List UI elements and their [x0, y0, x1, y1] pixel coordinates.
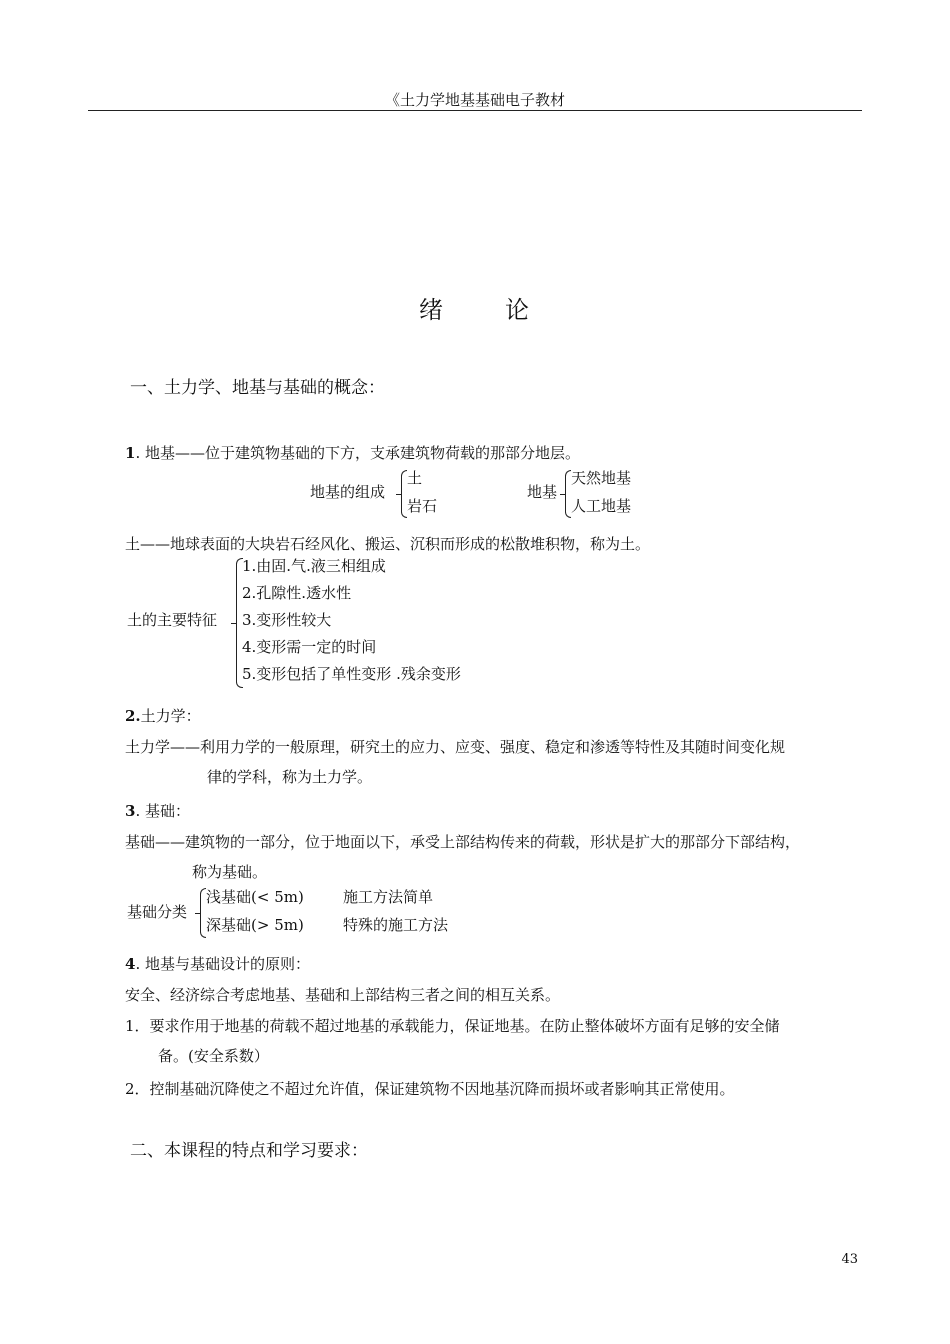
- design-principle-1-line1: 1．要求作用于地基的荷载不超过地基的承载能力，保证地基。在防止整体破坏方面有足够的安全储: [125, 1017, 780, 1035]
- item1-line: [125, 443, 580, 463]
- feature-item: 3.变形性较大: [242, 611, 332, 629]
- feature-item: 2.孔隙性.透水性: [242, 584, 352, 602]
- item3-line: [125, 801, 190, 821]
- chapter-title-char-2: 论: [505, 296, 531, 324]
- composition-option-2: 岩石: [407, 497, 438, 515]
- running-header: 《土力学地基基础电子教材: [384, 91, 565, 109]
- foundation-definition-1: 基础——建筑物的一部分，位于地面以下，承受上部结构传来的荷载，形状是扩大的那部分下部结构，: [125, 833, 801, 851]
- soil-mechanics-definition-2: 律的学科，称为土力学。: [207, 768, 373, 786]
- header-rule: [88, 110, 862, 111]
- foundation-definition-2: 称为基础。: [192, 863, 268, 881]
- section-heading-2: 二、本课程的特点和学习要求：: [130, 1141, 368, 1161]
- feature-item: 4.变形需一定的时间: [242, 638, 377, 656]
- chapter-title: [0, 290, 950, 325]
- item1-number: 1: [125, 444, 136, 462]
- foundation-class-method: 特殊的施工方法: [343, 916, 449, 934]
- foundation-class-method: 施工方法简单: [343, 888, 434, 906]
- foundation-class-label: 基础分类: [127, 903, 188, 921]
- item4-number: 4: [125, 955, 136, 973]
- design-principle-intro: 安全、经济综合考虑地基、基础和上部结构三者之间的相互关系。: [125, 986, 561, 1004]
- item3-number: 3: [125, 802, 136, 820]
- feature-item: 1.由固.气.液三相组成: [242, 557, 386, 575]
- foundation-class-name: 浅基础(< 5m): [206, 888, 304, 906]
- item3-label: . 基础：: [135, 802, 190, 820]
- ground-option-2: 人工地基: [571, 497, 632, 515]
- composition-label: 地基的组成: [310, 483, 386, 501]
- chapter-title-char-1: 绪: [419, 296, 445, 324]
- page-number: 43: [841, 1252, 858, 1267]
- feature-item: 5.变形包括了单性变形 .残余变形: [242, 665, 461, 683]
- design-principle-2: 2．控制基础沉降使之不超过允许值，保证建筑物不因地基沉降而损坏或者影响其正常使用。: [125, 1080, 735, 1098]
- ground-label: 地基: [527, 483, 558, 501]
- section-heading-1: 一、土力学、地基与基础的概念：: [130, 378, 385, 398]
- item1-text: . 地基——位于建筑物基础的下方，支承建筑物荷载的那部分地层。: [135, 444, 580, 462]
- soil-definition: 土——地球表面的大块岩石经风化、搬运、沉积而形成的松散堆积物，称为土。: [125, 535, 651, 553]
- item2-line: [125, 706, 201, 726]
- features-label: 土的主要特征: [127, 611, 218, 629]
- composition-option-1: 土: [407, 469, 423, 487]
- item2-label: 土力学：: [140, 707, 201, 725]
- item2-number: 2.: [125, 707, 141, 725]
- item4-line: [125, 954, 310, 974]
- ground-option-1: 天然地基: [571, 469, 632, 487]
- design-principle-1-line2: 备。(安全系数）: [158, 1047, 269, 1065]
- item4-label: . 地基与基础设计的原则：: [135, 955, 310, 973]
- foundation-class-name: 深基础(> 5m): [206, 916, 304, 934]
- soil-mechanics-definition-1: 土力学——利用力学的一般原理，研究土的应力、应变、强度、稳定和渗透等特性及其随时间变化规: [125, 738, 786, 756]
